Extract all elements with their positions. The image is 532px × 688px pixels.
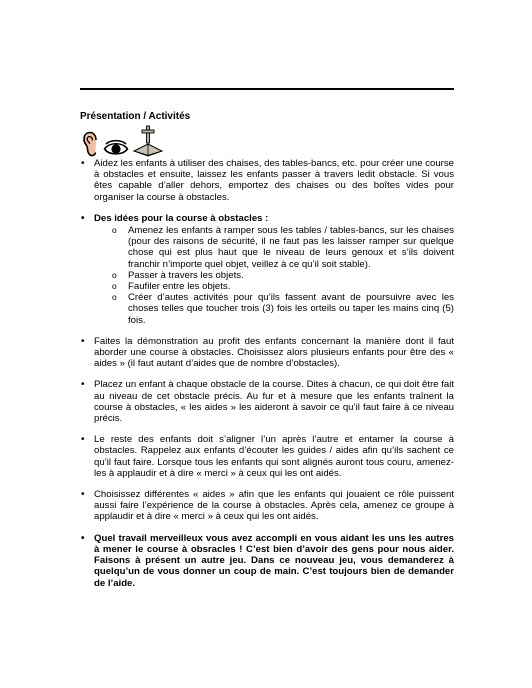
list-item: • Aidez les enfants à utiliser des chaises, des tables-bancs, etc. pour créer une course à obstacles et ensuite, laissez les enfants passer à travers ledit obstacle. Si vous êtes capable d’aller dehors, emportez des chaises ou des boîtes vides pour organiser la course à obstacles.: [78, 158, 454, 203]
eye-icon: [103, 139, 129, 157]
activity-icons: [82, 125, 164, 157]
list-item: • Placez un enfant à chaque obstacle de la course. Dites à chacun, ce qui doit être fait au niveau de cet obstacle précis. Au fur et à mesure que les enfants traînent la course à obstacles, « les aides » les aideront à savoir ce qu’il faut faire à ce niveau précis.: [78, 379, 454, 424]
list-item: • Le reste des enfants doit s’aligner l’un après l’autre et entamer la course à obstacles. Rappelez aux enfants d’écouter les guides / aides afin qu’ils sachent ce qu’il faut faire. Lorsque tous les enfants qui sont alignés auront tous couru, amenez-les à applaudir et à dire « merci » à ceux qui les ont aidés.: [78, 434, 454, 479]
ear-icon: [82, 131, 100, 157]
list-item: • Quel travail merveilleux vous avez accompli en vous aidant les uns les autres à mener le course à obsracles ! C’est bien d’avoir des gens pour nous aider. Faisons à présent un autre jeu. Dans ce nouveau jeu, vous demanderez à quelqu’un de vous donner un coup de main. C’est toujours bien de demander de l’aide.: [78, 533, 454, 589]
list-item: [78, 213, 454, 326]
sub-list-item: o Passer à travers les objets.: [94, 270, 454, 281]
sub-list-item: o Faufiler entre les objets.: [94, 281, 454, 292]
section-heading: Présentation / Activités: [80, 111, 191, 122]
activity-list: [78, 158, 454, 599]
sub-list: [94, 225, 454, 326]
sub-list-item: o Amenez les enfants à ramper sous les tables / tables-bancs, sur les chaises (pour des raisons de sécurité, il ne faut pas les laisser ramper sur quelque chose qui est plus haut que le niveau de leurs genoux et s’ils doivent franchir n’importe quel objet, veillez à ce qu’il soit stable).: [94, 225, 454, 270]
sub-list-item: o Créer d’autes activités pour qu’ils fassent avant de poursuivre avec les choses telles que toucher trois (3) fois les orteils ou taper les mains cinq (5) fois.: [94, 292, 454, 326]
list-item: • Choisissez différentes « aides » afin que les enfants qui jouaient ce rôle puissent aussi faire l’expérience de la course à obstacles. Après cela, amenez ce groupe à applaudir et à dire « merci » à ceux qui les ont aidés.: [78, 489, 454, 523]
bible-cross-icon: [132, 125, 164, 157]
list-item-title: Des idées pour la course à obstacles :: [94, 212, 269, 224]
list-item: • Faites la démonstration au profit des enfants concernant la manière dont il faut aborder une course à obstacles. Choisissez alors plusieurs enfants pour être des « aides » (il faut autant d’aides que de nombre d’obstacles).: [78, 336, 454, 370]
header-rule: [80, 88, 454, 90]
